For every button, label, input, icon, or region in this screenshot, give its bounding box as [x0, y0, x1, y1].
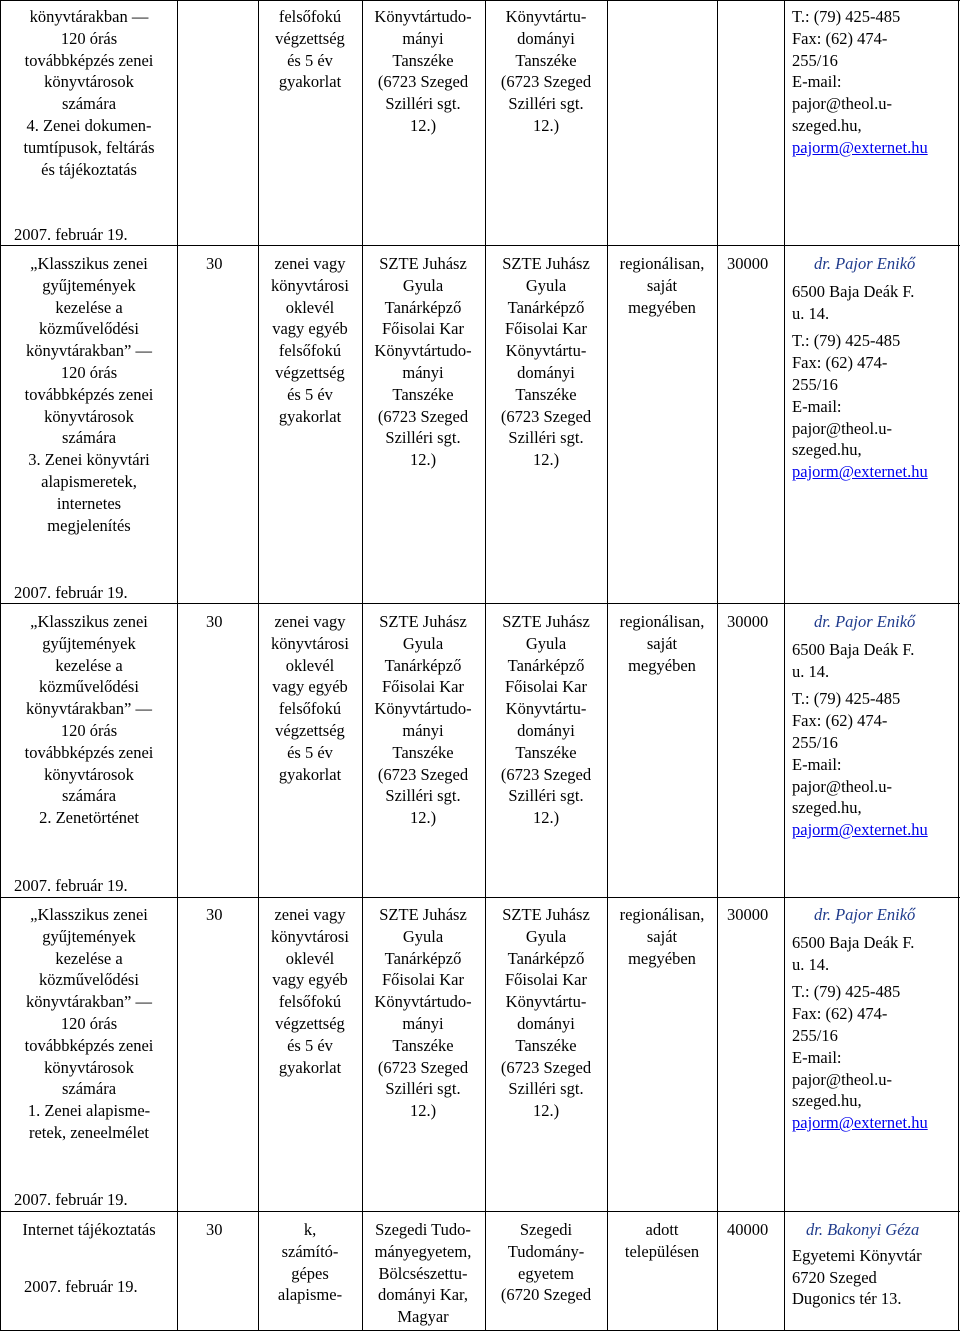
- column-line: [784, 0, 785, 1331]
- requirement: k, számító- gépes alapisme-: [277, 1220, 343, 1305]
- column-line: [362, 0, 363, 1331]
- contact-details: T.: (79) 425-485 Fax: (62) 474- 255/16 E-mail: pajor@theol.u- szeged.hu,: [792, 982, 901, 1111]
- row-line: [0, 1211, 960, 1212]
- course-title: „Klasszikus zenei gyűjtemények kezelése a közművelődési könyvtárakban” — 120 órás továbbképzés zenei könyvtárosok számára 1. Zenei alapisme- retek, zeneelmélet: [24, 905, 154, 1142]
- region: regionálisan, saját megyében: [619, 612, 705, 675]
- column-line: [177, 0, 178, 1331]
- course-date-footer: 2007. február 19.: [24, 1277, 138, 1296]
- contact-address: 6500 Baja Deák F. u. 14.: [792, 932, 915, 974]
- course-title: könyvtárakban — 120 órás továbbképzés zenei könyvtárosok számára 4. Zenei dokumen- tumtípusok, feltárás és tájékoztatás: [23, 7, 155, 179]
- course-fee: 30000: [727, 612, 769, 631]
- course-fee: 30000: [727, 254, 769, 273]
- contact-address: 6500 Baja Deák F. u. 14.: [792, 281, 915, 323]
- organizer: Könyvtártudo- mányi Tanszéke (6723 Szeged Szilléri sgt. 12.): [374, 7, 472, 135]
- organizer: Szegedi Tudo- mányegyetem, Bölcsészettu- dományi Kar, Magyar: [374, 1220, 472, 1327]
- contact-name: dr. Pajor Enikő: [814, 612, 916, 631]
- course-fee: 30000: [727, 905, 769, 924]
- course-hours: 30: [206, 612, 223, 631]
- venue: Könyvtártu- dományi Tanszéke (6723 Szeged Szilléri sgt. 12.): [500, 7, 592, 135]
- requirement: zenei vagy könyvtárosi oklevél vagy egyéb felsőfokú végzettség és 5 év gyakorlat: [271, 612, 349, 784]
- region: adott településen: [624, 1220, 700, 1261]
- course-hours: 30: [206, 905, 223, 924]
- organizer: SZTE Juhász Gyula Tanárképző Főisolai Kar Könyvtártudo- mányi Tanszéke (6723 Szeged Szilléri sgt. 12.): [374, 905, 472, 1121]
- row-line: [0, 897, 960, 898]
- course-title: „Klasszikus zenei gyűjtemények kezelése a közművelődési könyvtárakban” — 120 órás továbbképzés zenei könyvtárosok számára 3. Zenei könyvtári alapismeretek, internetes megjelenítés: [24, 254, 154, 535]
- contact-details: T.: (79) 425-485 Fax: (62) 474- 255/16 E-mail: pajor@theol.u- szeged.hu,: [792, 689, 901, 818]
- requirement: felsőfokú végzettség és 5 év gyakorlat: [275, 7, 345, 92]
- requirement: zenei vagy könyvtárosi oklevél vagy egyéb felsőfokú végzettség és 5 év gyakorlat: [271, 254, 349, 426]
- course-hours: 30: [206, 254, 223, 273]
- email-link[interactable]: pajorm@externet.hu: [792, 820, 928, 840]
- column-line: [717, 0, 718, 1331]
- venue: SZTE Juhász Gyula Tanárképző Főisolai Kar Könyvtártu- dományi Tanszéke (6723 Szeged Szilléri sgt. 12.): [500, 254, 592, 470]
- region: regionálisan, saját megyében: [619, 254, 705, 317]
- venue: SZTE Juhász Gyula Tanárképző Főisolai Kar Könyvtártu- dományi Tanszéke (6723 Szeged Szilléri sgt. 12.): [500, 612, 592, 828]
- column-line: [258, 0, 259, 1331]
- organizer: SZTE Juhász Gyula Tanárképző Főisolai Kar Könyvtártudo- mányi Tanszéke (6723 Szeged Szilléri sgt. 12.): [374, 612, 472, 828]
- contact-name: dr. Pajor Enikő: [814, 254, 916, 273]
- row-line: [0, 0, 960, 1]
- course-date: 2007. február 19.: [14, 583, 128, 602]
- contact-address: 6500 Baja Deák F. u. 14.: [792, 639, 915, 681]
- email-link[interactable]: pajorm@externet.hu: [792, 1113, 928, 1133]
- contact-address: Egyetemi Könyvtár 6720 Szeged Dugonics tér 13.: [792, 1245, 922, 1309]
- course-hours: 30: [206, 1220, 223, 1239]
- venue: Szegedi Tudomány- egyetem (6720 Szeged: [500, 1220, 592, 1305]
- contact-name: dr. Pajor Enikő: [814, 905, 916, 924]
- column-line: [485, 0, 486, 1331]
- course-date: 2007. február 19.: [14, 225, 128, 244]
- contact-details: T.: (79) 425-485 Fax: (62) 474- 255/16 E-mail: pajor@theol.u- szeged.hu,: [792, 7, 901, 135]
- course-date: 2007. február 19.: [14, 1190, 128, 1209]
- region: regionálisan, saját megyében: [619, 905, 705, 968]
- column-line: [958, 0, 959, 1331]
- course-date: 2007. február 19.: [14, 876, 128, 895]
- column-line: [0, 0, 1, 1331]
- course-fee: 40000: [727, 1220, 769, 1239]
- email-link[interactable]: pajorm@externet.hu: [792, 137, 928, 157]
- contact-details: T.: (79) 425-485 Fax: (62) 474- 255/16 E-mail: pajor@theol.u- szeged.hu,: [792, 331, 901, 460]
- course-title: Internet tájékoztatás: [22, 1220, 156, 1239]
- email-link[interactable]: pajorm@externet.hu: [792, 462, 928, 482]
- organizer: SZTE Juhász Gyula Tanárképző Főisolai Kar Könyvtártudo- mányi Tanszéke (6723 Szeged Szilléri sgt. 12.): [374, 254, 472, 470]
- venue: SZTE Juhász Gyula Tanárképző Főisolai Kar Könyvtártu- dományi Tanszéke (6723 Szeged Szilléri sgt. 12.): [500, 905, 592, 1121]
- contact-name: dr. Bakonyi Géza: [806, 1220, 920, 1239]
- column-line: [607, 0, 608, 1331]
- course-title: „Klasszikus zenei gyűjtemények kezelése a közművelődési könyvtárakban” — 120 órás továbbképzés zenei könyvtárosok számára 2. Zenetörténet: [24, 612, 154, 828]
- requirement: zenei vagy könyvtárosi oklevél vagy egyéb felsőfokú végzettség és 5 év gyakorlat: [271, 905, 349, 1077]
